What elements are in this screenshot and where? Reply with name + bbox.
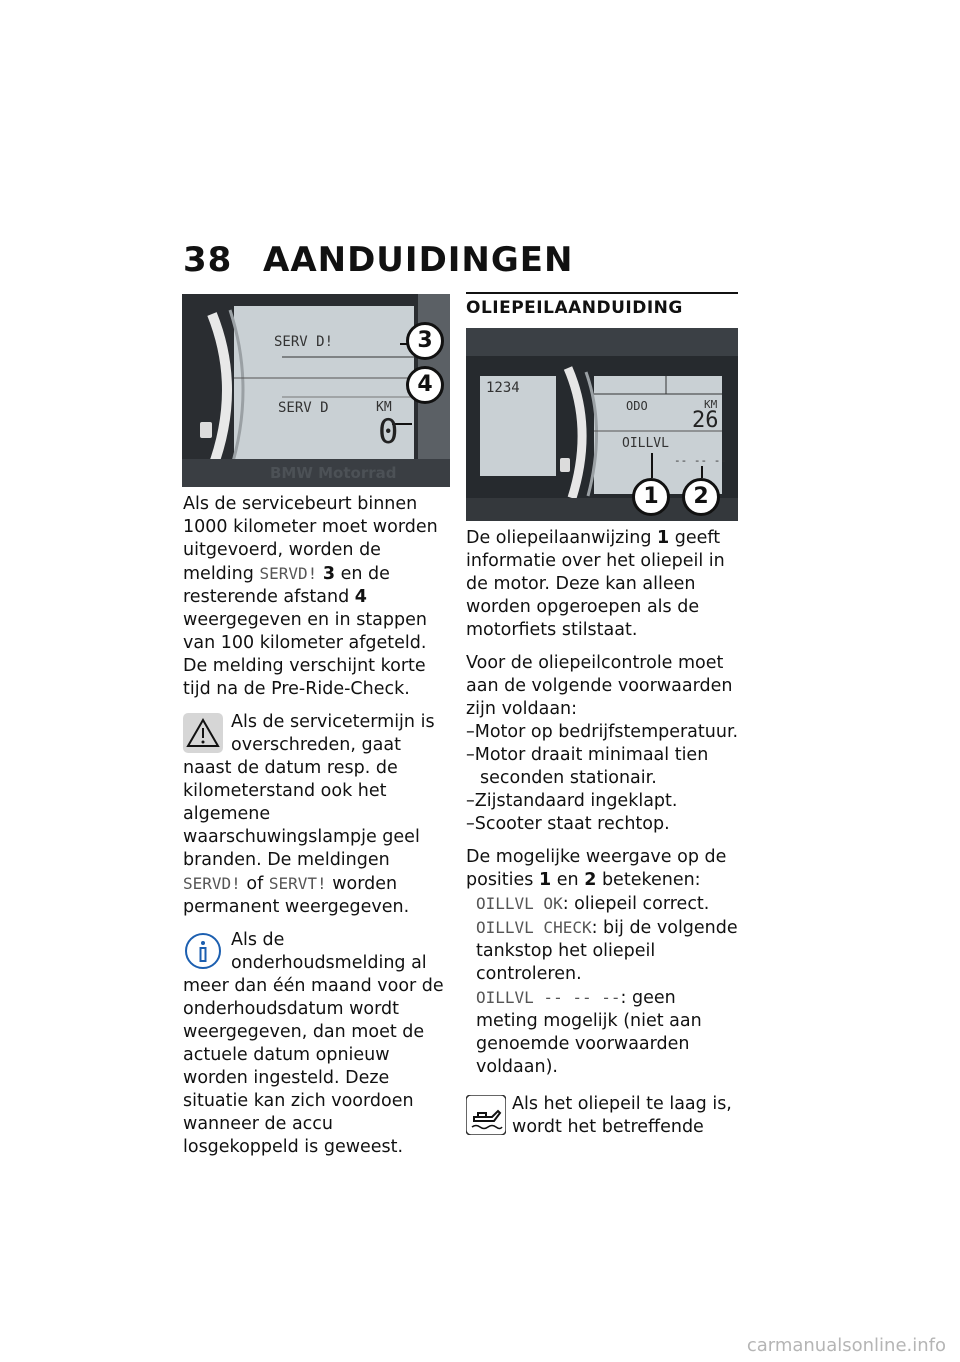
list-item: –Scooter staat rechtop. (466, 814, 670, 834)
text: of (246, 874, 264, 894)
lcd-odo-value: 26 (692, 408, 719, 433)
ref-3: 3 (322, 564, 335, 584)
text: weergegeven en in stappen van 100 kilometer afgeteld. De melding verschijnt korte tijd na de Pre-Ride-Check. (183, 610, 427, 699)
code-servd: SERVD! (183, 874, 241, 893)
lcd-left-value: 1234 (486, 380, 520, 396)
text: : bij de volgende tankstop het oliepeil controleren. (476, 918, 738, 984)
callout-2: 2 (682, 478, 720, 516)
conditions-list (466, 721, 742, 836)
text: Als de servicetermijn is overschreden, gaat naast de datum resp. de kilometerstand ook het algemene waarschuwingslampje geel branden. De meldingen (183, 712, 435, 870)
code-servd: SERVD! (259, 564, 318, 583)
page-title: AANDUIDINGEN (263, 240, 574, 280)
meaning-item (466, 892, 742, 916)
text: Als het oliepeil te laag is, wordt het betreffende (512, 1094, 732, 1137)
fuel-icon (200, 422, 212, 438)
text: De oliepeilaanwijzing (466, 528, 652, 548)
section-rule (466, 292, 738, 294)
code-servt: SERVT! (268, 874, 327, 893)
text: : geen meting mogelijk (niet aan genoemde voorwaarden voldaan). (476, 988, 702, 1077)
lcd-remaining-value: 0 (378, 412, 399, 452)
positions-paragraph (466, 846, 742, 892)
text: betekenen: (601, 870, 701, 890)
callout-1: 1 (632, 478, 670, 516)
text: geeft informatie over het oliepeil in de motor. Deze kan alleen worden opgeroepen als de motorfiets stilstaat. (466, 528, 725, 640)
callout-3: 3 (406, 322, 444, 360)
right-column (466, 527, 742, 1149)
ref-4: 4 (354, 587, 367, 607)
text: en (556, 870, 579, 890)
info-paragraph (183, 929, 451, 1159)
info-icon (183, 931, 223, 971)
lcd-serv-bottom: SERV D (278, 400, 329, 416)
lcd-oil-dashes: -- -- -- (674, 454, 727, 467)
oil-can-icon (466, 1095, 506, 1135)
text: worden permanent weergegeven. (183, 874, 410, 917)
code-oillvl-dashes: OILLVL -- -- -- (476, 988, 621, 1007)
text: Als de servicebeurt binnen 1000 kilometer moet worden uitgevoerd, worden de melding (183, 494, 438, 584)
warning-paragraph (183, 711, 451, 919)
fuel-icon (560, 458, 570, 472)
text: en de resterende afstand (183, 564, 390, 607)
oil-intro-paragraph (466, 527, 742, 642)
brand-text: BMW Motorrad (270, 464, 397, 482)
code-oillvl-ok: OILLVL OK (476, 894, 563, 913)
code-oillvl-check: OILLVL CHECK (476, 918, 592, 937)
ref-1: 1 (657, 528, 670, 548)
ref-1: 1 (538, 870, 552, 890)
list-item: –Motor op bedrijfstemperatuur. (466, 722, 739, 742)
callout-4: 4 (406, 366, 444, 404)
oil-level-display-figure (466, 328, 738, 521)
lcd-odo: ODO (626, 399, 648, 413)
lcd-km-unit: KM (376, 400, 392, 415)
watermark: carmanualsonline.info (746, 1335, 946, 1356)
meaning-item (466, 986, 742, 1079)
warning-icon (183, 713, 223, 753)
ref-2: 2 (584, 870, 597, 890)
text: Als de onderhoudsmelding al meer dan één maand voor de onderhoudsdatum wordt weergegeven, dan moet de actuele datum opnieuw worden ingesteld. Deze situatie kan zich voordoen wanneer de accu losgekoppeld is geweest. (183, 930, 444, 1157)
section-title: OLIEPEILAANDUIDING (466, 298, 683, 318)
lcd-serv-top: SERV D! (274, 334, 334, 350)
list-item: –Motor draait minimaal tien seconden stationair. (466, 745, 709, 788)
service-display-figure (182, 294, 450, 487)
list-item: –Zijstandaard ingeklapt. (466, 791, 678, 811)
page-number: 38 (183, 240, 233, 280)
conditions-paragraph: Voor de oliepeilcontrole moet aan de volgende voorwaarden zijn voldaan: (466, 653, 733, 719)
lcd-odo-unit: KM (704, 398, 718, 411)
text: : oliepeil correct. (562, 894, 710, 914)
service-paragraph (183, 493, 451, 701)
meaning-item (466, 916, 742, 986)
oil-warning-paragraph (466, 1093, 742, 1139)
left-column (183, 493, 451, 1169)
text: De mogelijke weergave op de posities (466, 847, 727, 890)
lcd-oil-label: OILLVL (622, 436, 669, 451)
page-header (183, 240, 573, 280)
